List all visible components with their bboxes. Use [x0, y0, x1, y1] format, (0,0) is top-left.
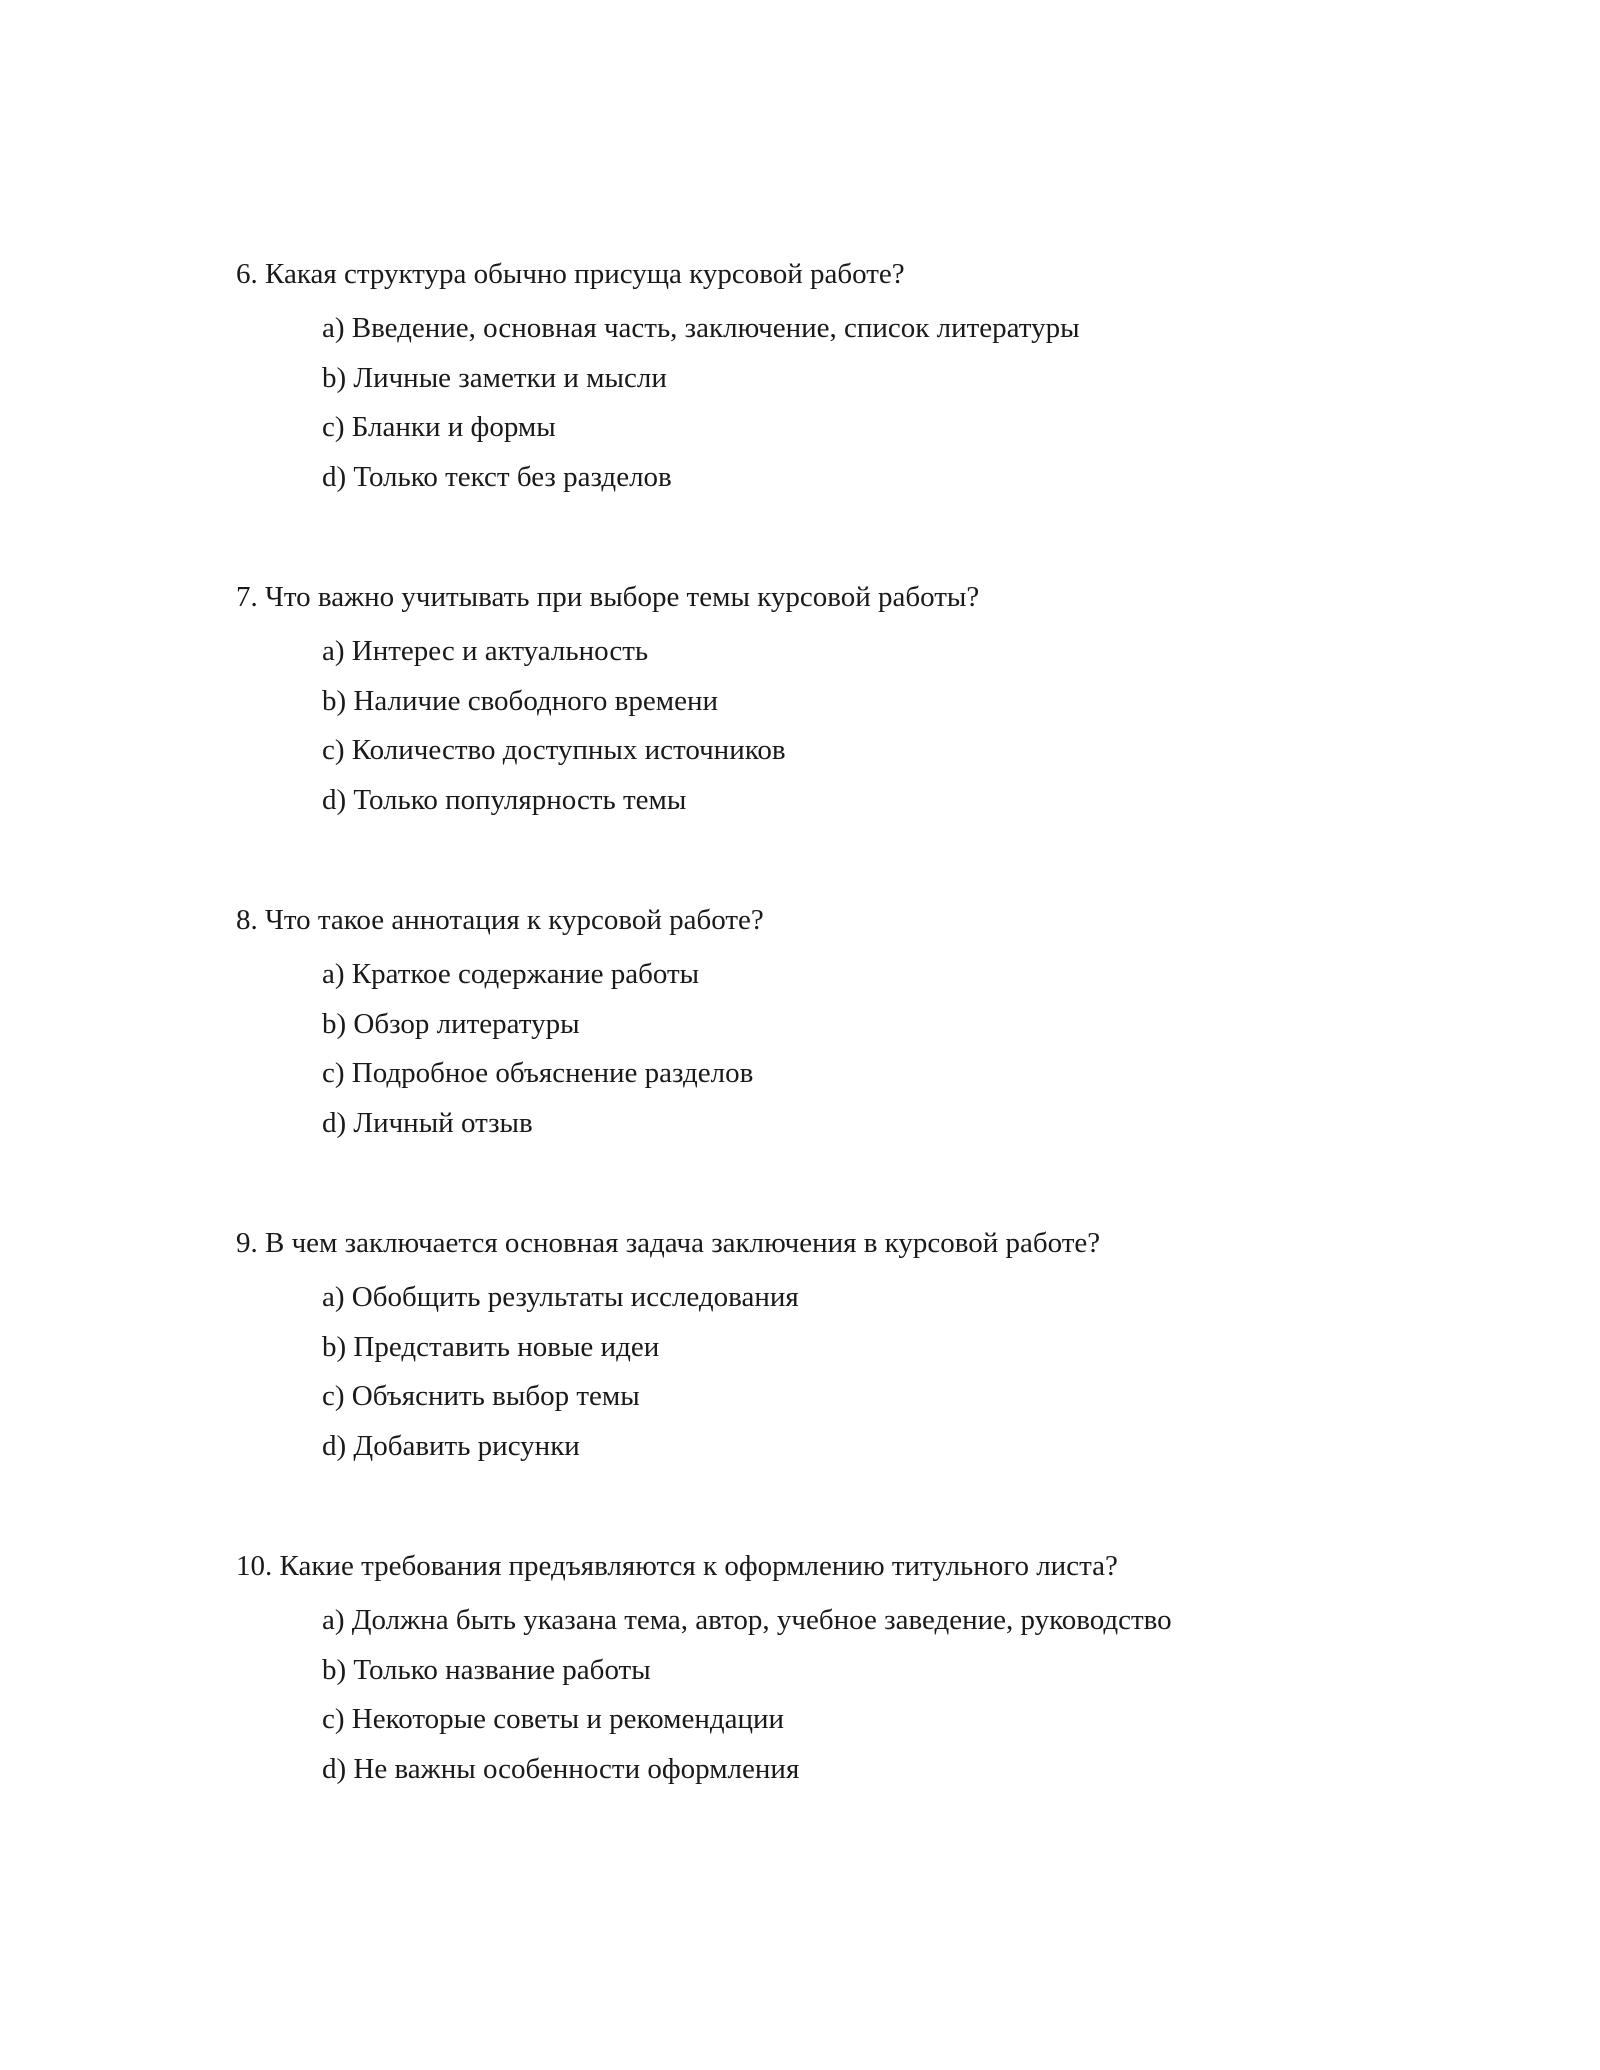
answer-option-b: b) Личные заметки и мысли [322, 361, 667, 394]
quiz-list [236, 252, 1436, 1867]
question-8 [236, 898, 1436, 1148]
question-6 [236, 252, 1436, 502]
answer-option-b: b) Только название работы [322, 1653, 651, 1686]
answer-options [236, 1596, 1436, 1794]
answer-option-d: d) Только текст без разделов [322, 460, 672, 493]
answer-option-a: a) Обобщить результаты исследования [322, 1281, 799, 1313]
answer-option-a: a) Введение, основная часть, заключение, список литературы [322, 312, 1080, 344]
answer-options [236, 304, 1436, 502]
question-7 [236, 575, 1436, 825]
answer-option-d: d) Личный отзыв [322, 1106, 533, 1139]
answer-option-c: c) Бланки и формы [322, 411, 556, 443]
answer-option-a: a) Интерес и актуальность [322, 635, 649, 667]
answer-option-d: d) Только популярность темы [322, 783, 687, 816]
question-9 [236, 1221, 1436, 1471]
answer-option-c: c) Подробное объяснение разделов [322, 1057, 754, 1089]
answer-option-d: d) Не важны особенности оформления [322, 1752, 800, 1785]
answer-option-b: b) Представить новые идеи [322, 1330, 660, 1363]
answer-option-a: a) Должна быть указана тема, автор, учебное заведение, руководство [322, 1604, 1172, 1636]
answer-option-b: b) Обзор литературы [322, 1007, 580, 1040]
answer-option-c: c) Объяснить выбор темы [322, 1380, 640, 1412]
answer-option-d: d) Добавить рисунки [322, 1429, 580, 1462]
answer-option-c: c) Некоторые советы и рекомендации [322, 1703, 785, 1735]
answer-option-b: b) Наличие свободного времени [322, 684, 719, 717]
question-text: 10. Какие требования предъявляются к оформлению титульного листа? [236, 1550, 1118, 1582]
question-text: 8. Что такое аннотация к курсовой работе? [236, 904, 764, 936]
answer-options [236, 950, 1436, 1148]
answer-options [236, 1273, 1436, 1471]
question-text: 6. Какая структура обычно присуща курсовой работе? [236, 258, 905, 290]
question-text: 7. Что важно учитывать при выборе темы курсовой работы? [236, 581, 980, 613]
answer-options [236, 627, 1436, 825]
answer-option-c: c) Количество доступных источников [322, 734, 786, 766]
answer-option-a: a) Краткое содержание работы [322, 958, 700, 990]
question-text: 9. В чем заключается основная задача заключения в курсовой работе? [236, 1227, 1101, 1259]
question-10 [236, 1544, 1436, 1794]
